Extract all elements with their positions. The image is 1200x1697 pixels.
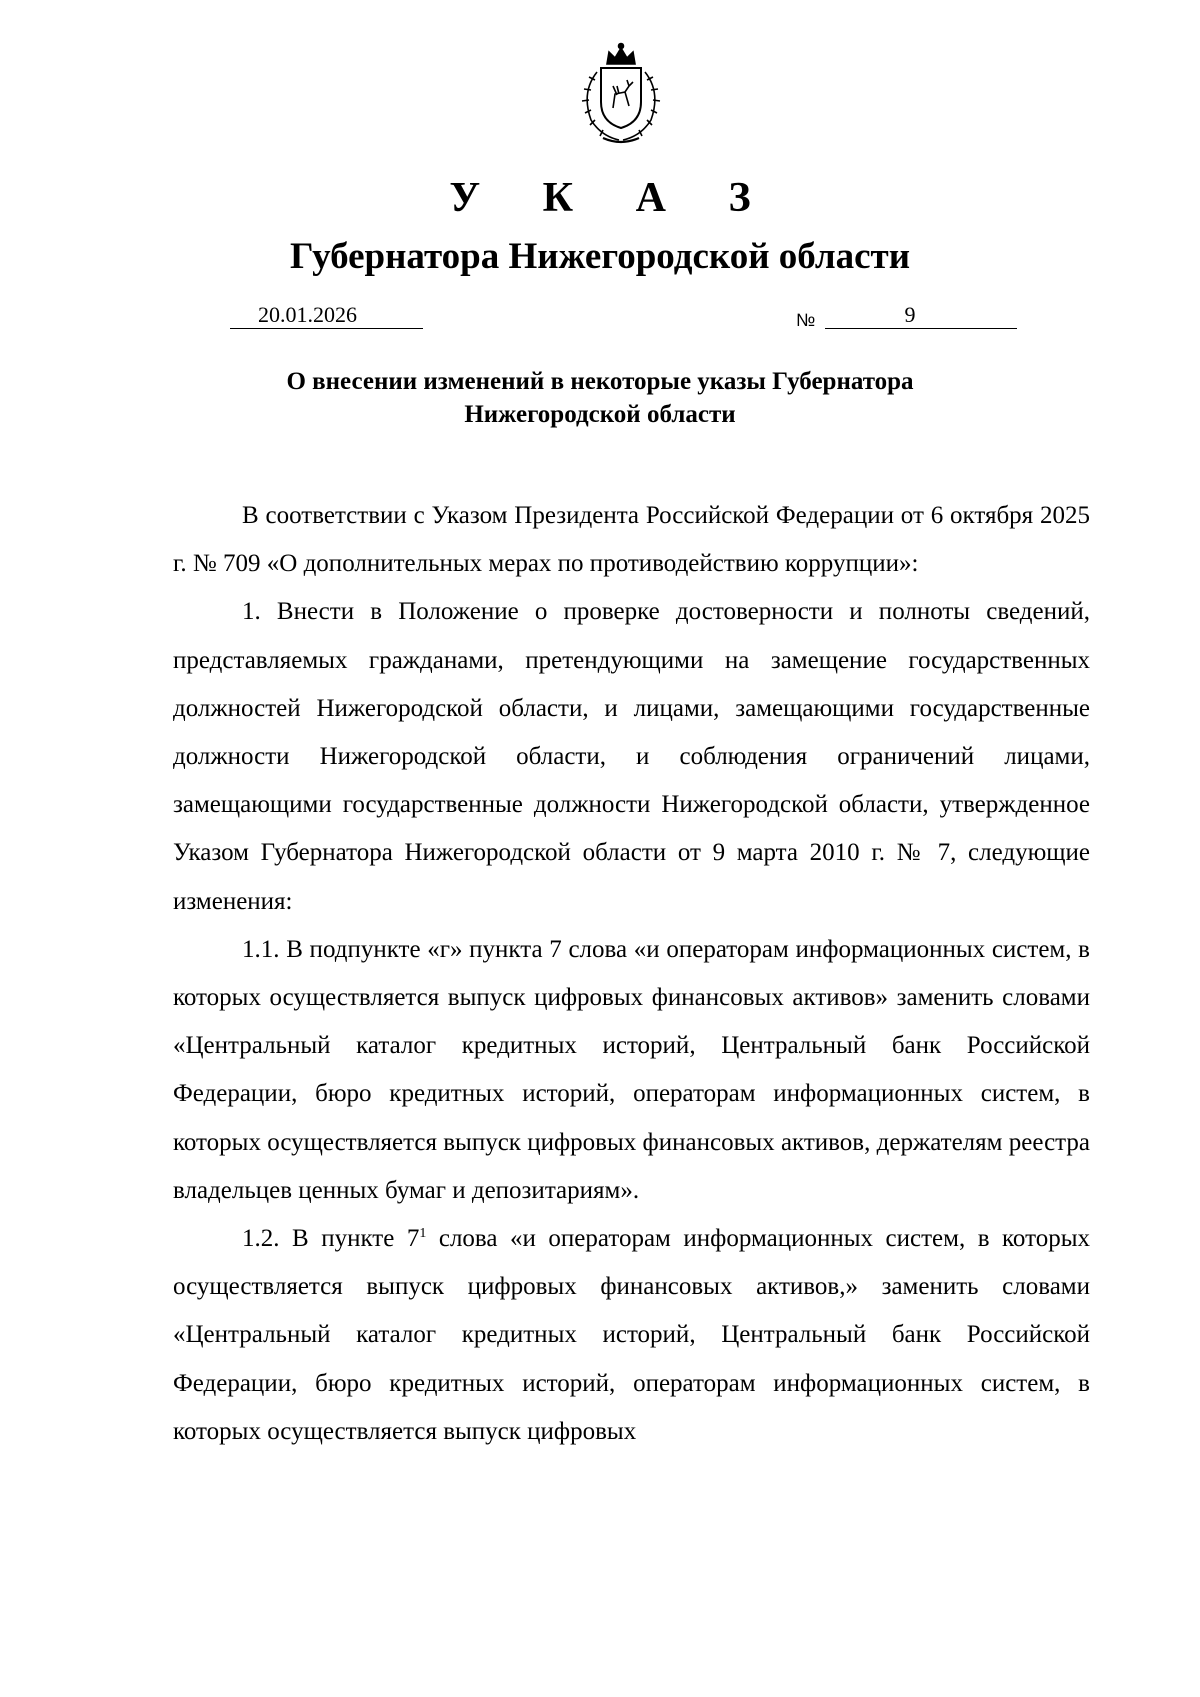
decree-date-field bbox=[230, 302, 423, 329]
decree-title: У К А З bbox=[449, 175, 777, 221]
paragraph-1-2 bbox=[173, 1215, 1090, 1456]
decree-number: 9 bbox=[825, 302, 1017, 329]
paragraph-1: 1. Внести в Положение о проверке достоверности и полноты сведений, представляемых гражданами, претендующими на замещение государственных должностей Нижегородской области, и лицами, замещающими государственные должности Нижегородской области, и соблюдения ограничений лицами, замещающими государственные должности Нижегородской области, утвержденное Указом Губернатора Нижегородской области от 9 марта 2010 г. № 7, следующие изменения: bbox=[173, 598, 1090, 915]
subject-line-1: О внесении изменений в некоторые указы Губернатора bbox=[286, 368, 914, 395]
decree-body bbox=[173, 492, 1090, 1456]
paragraph-1-1: 1.1. В подпункте «г» пункта 7 слова «и операторам информационных систем, в которых осуществляется выпуск цифровых финансовых активов» заменить словами «Центральный каталог кредитных историй, Центральный банк Российской Федерации, бюро кредитных историй, операторам информационных систем, в которых осуществляется выпуск цифровых финансовых активов, держателям реестра владельцев ценных бумаг и депозитариям». bbox=[173, 935, 1090, 1204]
decree-date: 20.01.2026 bbox=[258, 302, 357, 327]
coat-of-arms-icon bbox=[567, 42, 675, 148]
subject-line-2: Нижегородской области bbox=[464, 401, 736, 428]
paragraph-1-2-rest: слова «и операторам информационных систем, в которых осуществляется выпуск цифровых финансовых активов,» заменить словами «Центральный каталог кредитных историй, Центральный банк Российской Федерации, бюро кредитных историй, операторам информационных систем, в которых осуществляется выпуск цифровых bbox=[173, 1225, 1090, 1445]
paragraph-1-2-start: 1.2. В пункте 7 bbox=[242, 1225, 420, 1253]
number-sign: № bbox=[796, 310, 816, 330]
preamble-paragraph: В соответствии с Указом Президента Российской Федерации от 6 октября 2025 г. № 709 «О дополнительных мерах по противодействию коррупции»: bbox=[173, 502, 1090, 578]
decree-subject bbox=[0, 365, 1200, 431]
decree-issuer: Губернатора Нижегородской области bbox=[289, 236, 911, 277]
superscript: 1 bbox=[419, 1226, 427, 1242]
